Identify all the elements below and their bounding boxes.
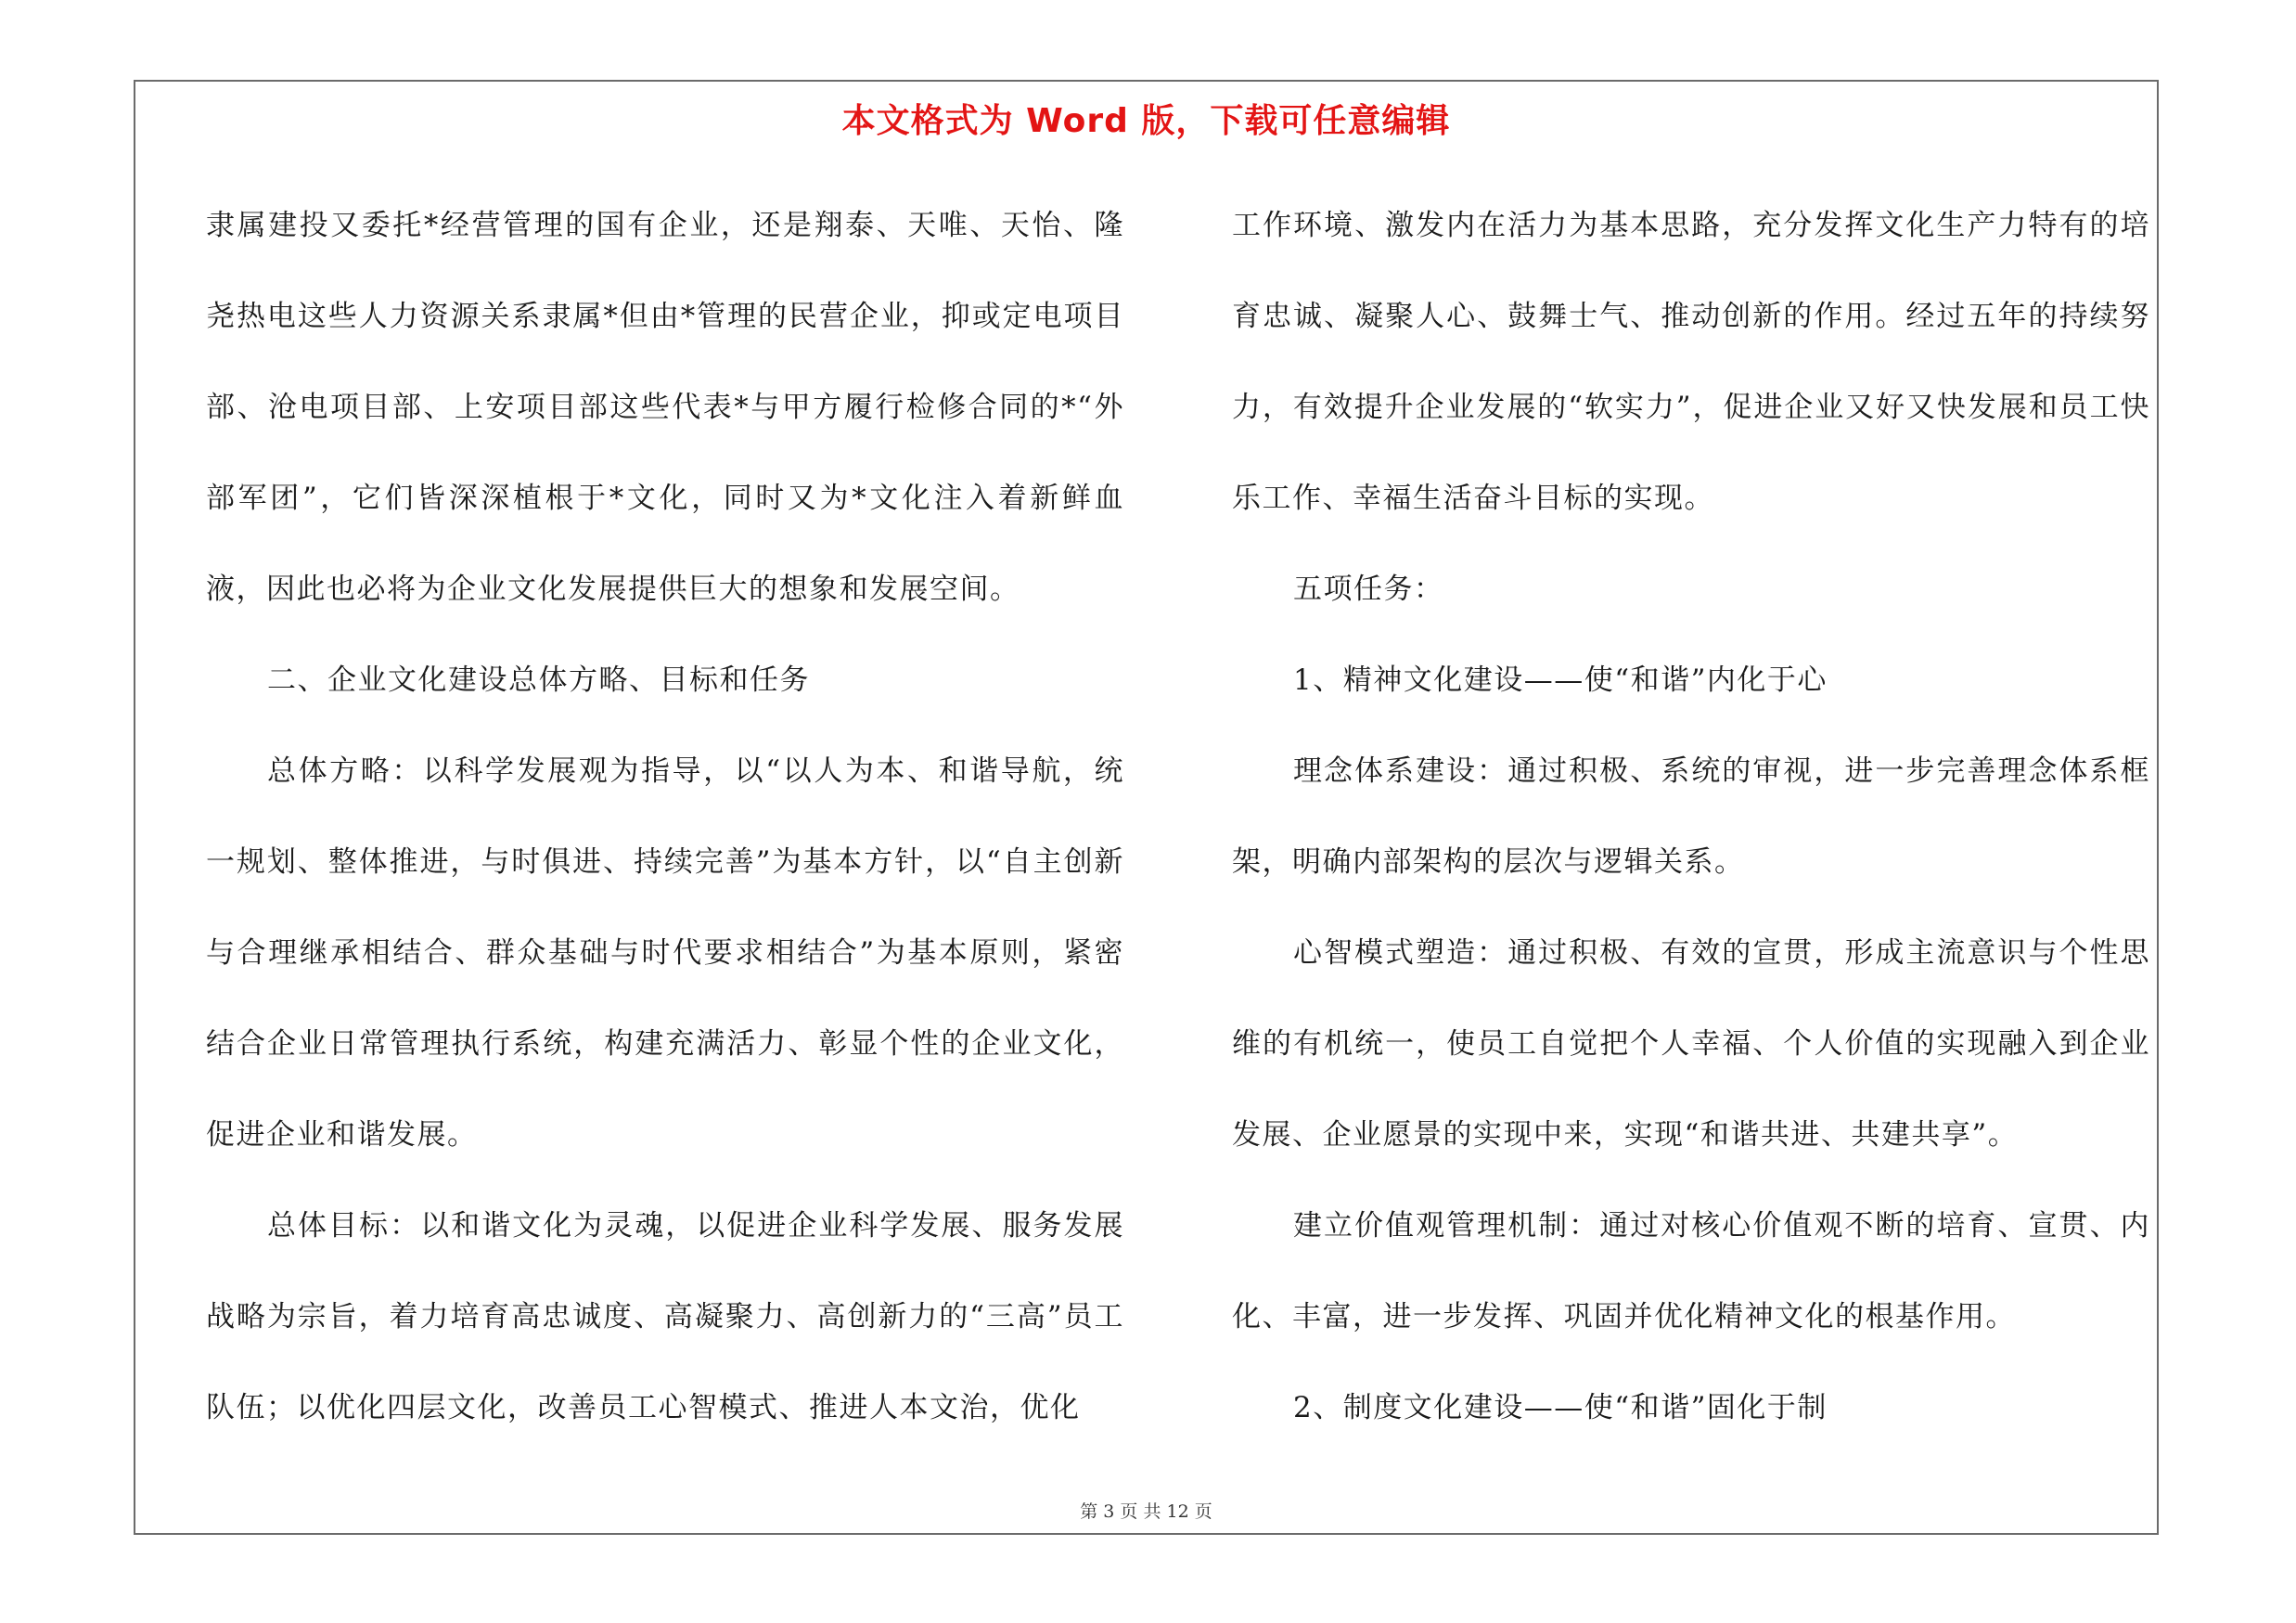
left-column	[206, 180, 1124, 1453]
paragraph-mental-model: 心智模式塑造：通过积极、有效的宣贯，形成主流意识与个性思维的有机统一，使员工自觉把个人幸福、个人价值的实现融入到企业发展、企业愿景的实现中来，实现“和谐共进、共建共享”。	[1232, 936, 2150, 1152]
paragraph-value-mechanism: 建立价值观管理机制：通过对核心价值观不断的培育、宣贯、内化、丰富，进一步发挥、巩固并优化精神文化的根基作用。	[1232, 1209, 2150, 1333]
page-frame	[134, 80, 2159, 1535]
paragraph-overall-goal: 总体目标：以和谐文化为灵魂，以促进企业科学发展、服务发展战略为宗旨，着力培育高忠诚度、高凝聚力、高创新力的“三高”员工队伍；以优化四层文化，改善员工心智模式、推进人本文治，优化	[206, 1209, 1124, 1424]
paragraph-right-1: 工作环境、激发内在活力为基本思路，充分发挥文化生产力特有的培育忠诚、凝聚人心、鼓舞士气、推动创新的作用。经过五年的持续努力，有效提升企业发展的“软实力”，促进企业又好又快发展和员工快乐工作、幸福生活奋斗目标的实现。	[1232, 209, 2150, 515]
right-column	[1232, 180, 2150, 1453]
paragraph-overall-strategy: 总体方略：以科学发展观为指导，以“以人为本、和谐导航，统一规划、整体推进，与时俱进、持续完善”为基本方针，以“自主创新与合理继承相结合、群众基础与时代要求相结合”为基本原则，紧密结合企业日常管理执行系统，构建充满活力、彰显个性的企业文化，促进企业和谐发展。	[206, 754, 1124, 1152]
paragraph-concept-system: 理念体系建设：通过积极、系统的审视，进一步完善理念体系框架，明确内部架构的层次与逻辑关系。	[1232, 754, 2150, 879]
section-heading-strategy: 二、企业文化建设总体方略、目标和任务	[267, 663, 810, 697]
paragraph-left-1: 隶属建投又委托*经营管理的国有企业，还是翔泰、天唯、天怡、隆尧热电这些人力资源关系隶属*但由*管理的民营企业，抑或定电项目部、沧电项目部、上安项目部这些代表*与甲方履行检修合同的*“外部军团”，它们皆深深植根于*文化，同时又为*文化注入着新鲜血液，因此也必将为企业文化发展提供巨大的想象和发展空间。	[206, 209, 1124, 606]
heading-institutional-culture: 2、制度文化建设——使“和谐”固化于制	[1293, 1391, 1828, 1424]
heading-spiritual-culture: 1、精神文化建设——使“和谐”内化于心	[1293, 663, 1828, 697]
heading-five-tasks: 五项任务：	[1293, 573, 1444, 606]
page-number: 第 3 页 共 12 页	[1080, 1501, 1212, 1522]
format-banner: 本文格式为 Word 版，下载可任意编辑	[841, 102, 1451, 140]
